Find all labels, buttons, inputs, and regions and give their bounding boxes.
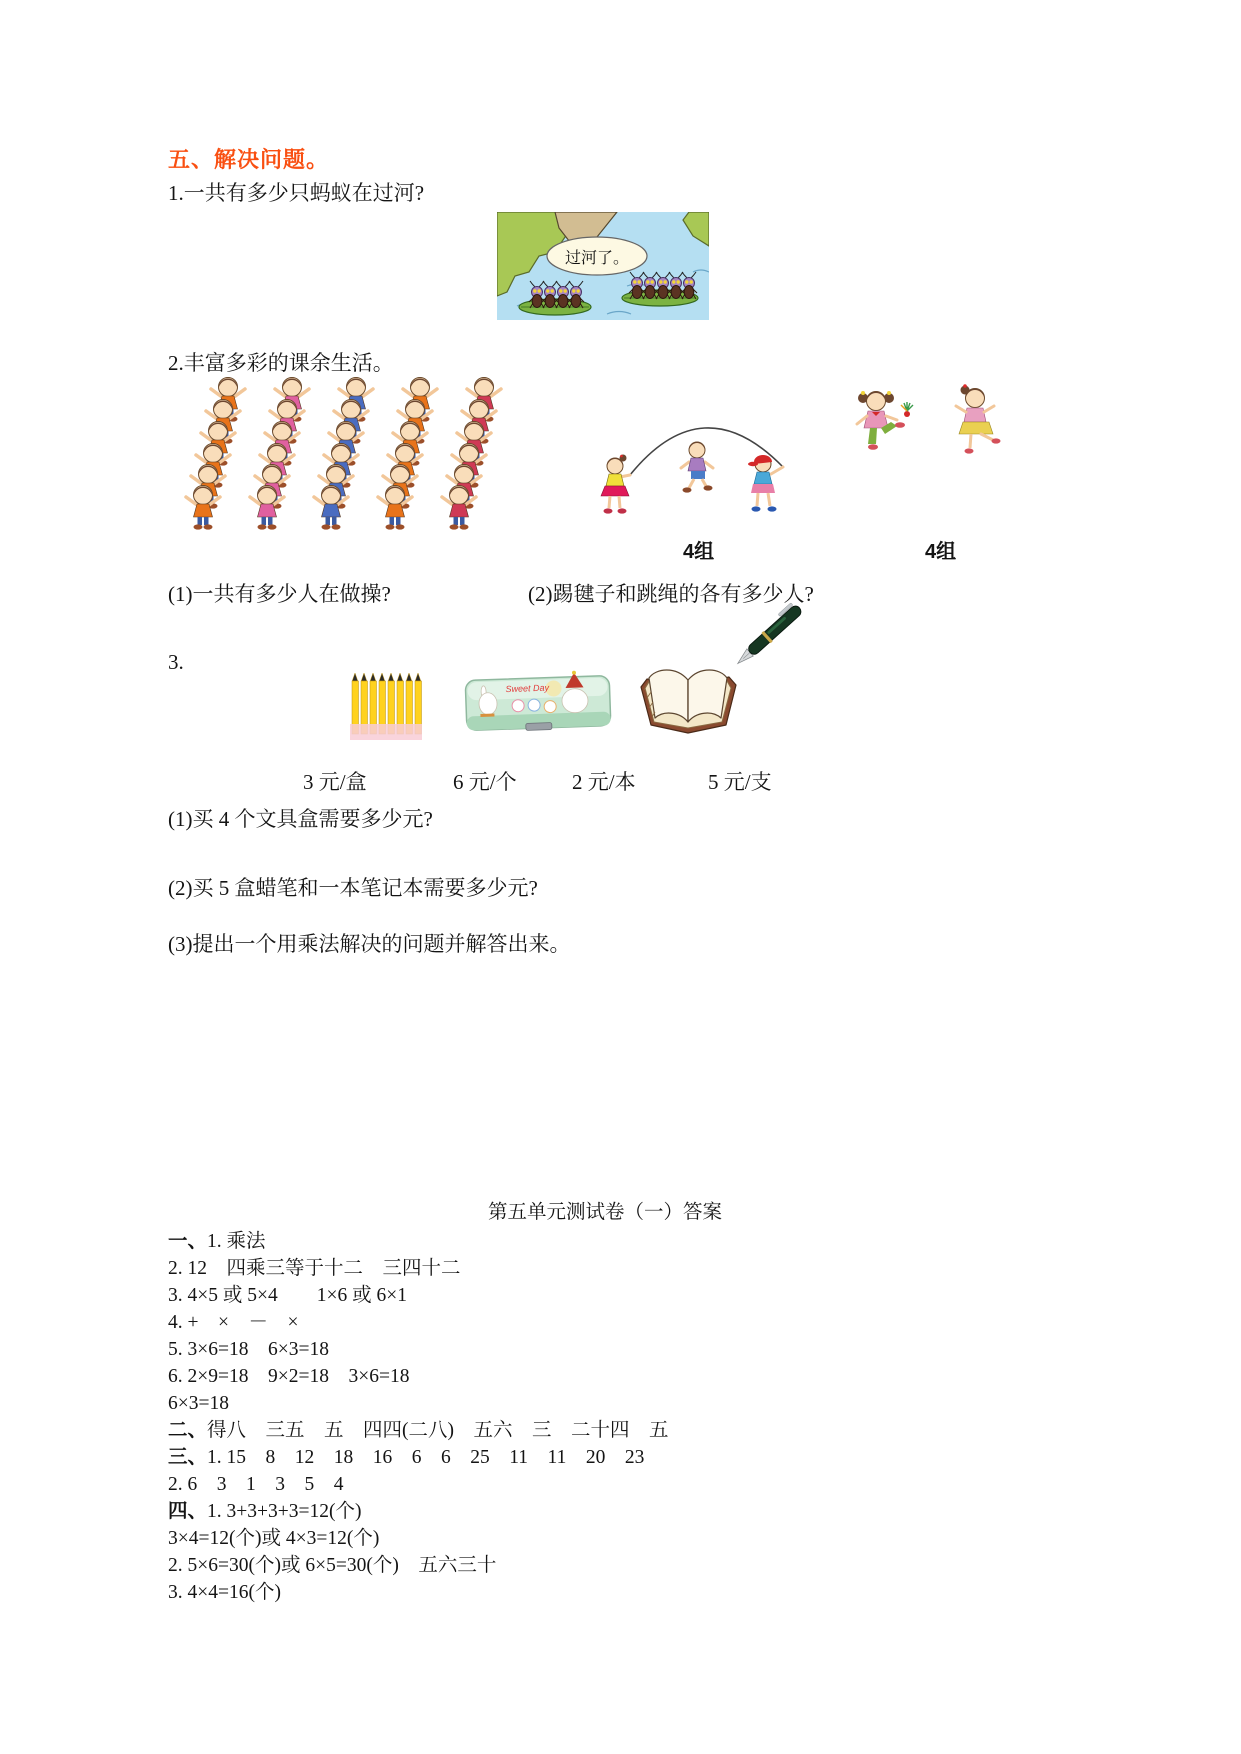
answer-line-14 — [168, 1579, 1073, 1606]
answer-line-text: 2. 5×6=30(个)或 6×5=30(个) 五六三十 — [168, 1555, 497, 1576]
price-notebook: 2 元/本 — [572, 770, 636, 794]
group-label-jump-rope: 4组 — [683, 541, 715, 563]
shuttlecock-girl-left — [857, 391, 913, 450]
group-label-shuttlecock: 4组 — [925, 541, 957, 563]
answer-line-prefix: 一、 — [168, 1230, 208, 1252]
question2-sub1: (1)一共有多少人在做操? — [168, 582, 391, 606]
question3-sub3: (3)提出一个用乘法解决的问题并解答出来。 — [168, 932, 571, 956]
section5-heading: 五、解决问题。 — [168, 147, 330, 172]
answer-line-text: 1. 乘法 — [207, 1231, 266, 1252]
answer-line-text: 3. 4×4=16(个) — [168, 1582, 281, 1603]
question1-text: 1.一共有多少只蚂蚁在过河? — [168, 181, 425, 205]
answer-line-text: 1. 15 8 12 18 16 6 6 25 11 11 20 23 — [207, 1447, 645, 1468]
answer-line-text: 6×3=18 — [168, 1393, 229, 1414]
speech-bubble-text: 过河了。 — [564, 250, 630, 267]
shuttlecock-kicking-illustration — [845, 376, 1015, 488]
answer-line-prefix: 二、 — [168, 1419, 208, 1441]
answer-line-text: 5. 3×6=18 6×3=18 — [168, 1339, 329, 1360]
answer-line-text: 2. 6 3 1 3 5 4 — [168, 1474, 344, 1495]
answer-line-text: 6. 2×9=18 9×2=18 3×6=18 — [168, 1366, 410, 1387]
question2-sub2: (2)踢毽子和跳绳的各有多少人? — [528, 582, 814, 606]
answer-line-5 — [168, 1336, 1073, 1363]
answers-title: 第五单元测试卷（一）答案 — [487, 1202, 722, 1223]
answer-line-9 — [168, 1444, 1073, 1471]
answer-line-text: 2. 12 四乘三等于十二 三四十二 — [168, 1258, 461, 1279]
jumping-boy — [681, 442, 713, 493]
price-crayons: 3 元/盒 — [303, 770, 367, 794]
rope-turner-boy — [748, 455, 783, 512]
jump-rope-illustration — [593, 398, 813, 538]
pencil-case-illustration — [462, 668, 614, 736]
answer-line-prefix: 四、 — [168, 1500, 208, 1522]
question3-number: 3. — [168, 650, 184, 674]
answer-line-11 — [168, 1498, 1073, 1525]
answer-line-12 — [168, 1525, 1073, 1552]
rope-turner-girl — [601, 455, 630, 514]
answer-line-text: 1. 3+3+3+3=12(个) — [207, 1501, 362, 1522]
answer-line-2 — [168, 1255, 1073, 1282]
answers-block — [168, 1228, 1073, 1606]
answer-line-4 — [168, 1309, 1073, 1336]
answer-line-3 — [168, 1282, 1073, 1309]
question3-sub1: (1)买 4 个文具盒需要多少元? — [168, 807, 433, 831]
answer-line-10 — [168, 1471, 1073, 1498]
crayon-box-illustration — [350, 672, 422, 742]
answer-line-text: 3×4=12(个)或 4×3=12(个) — [168, 1528, 380, 1549]
answer-line-8 — [168, 1417, 1073, 1444]
answer-line-text: 得八 三五 五 四四(二八) 五六 三 二十四 五 — [207, 1420, 669, 1441]
answer-line-prefix: 三、 — [168, 1446, 208, 1468]
answer-line-text: 3. 4×5 或 5×4 1×6 或 6×1 — [168, 1285, 407, 1306]
answer-line-13 — [168, 1552, 1073, 1579]
pencil-case-brand-text: Sweet Day — [505, 682, 550, 695]
exercise-group-illustration — [183, 372, 533, 540]
question3-sub2: (2)买 5 盒蜡笔和一本笔记本需要多少元? — [168, 876, 538, 900]
price-pencil-case: 6 元/个 — [453, 770, 517, 794]
question2-text: 2.丰富多彩的课余生活。 — [168, 351, 394, 375]
fountain-pen-illustration — [722, 590, 817, 675]
ants-crossing-river-illustration — [497, 212, 709, 320]
answer-line-text: 4. + × － × — [168, 1312, 299, 1333]
answer-line-1 — [168, 1228, 1073, 1255]
answer-line-7 — [168, 1390, 1073, 1417]
answer-line-6 — [168, 1363, 1073, 1390]
shuttlecock — [901, 402, 913, 417]
shuttlecock-girl-right — [956, 384, 1001, 453]
price-pen: 5 元/支 — [708, 770, 772, 794]
